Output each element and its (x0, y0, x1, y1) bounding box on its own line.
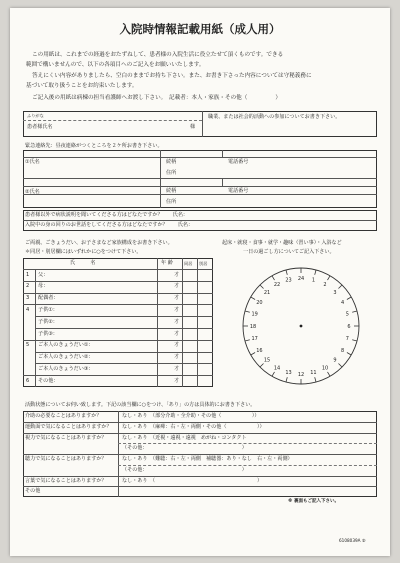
family-row-number: 1 (26, 271, 30, 278)
emergency-address-2: 住所 (166, 199, 177, 205)
clock-tick (286, 377, 287, 382)
emergency-name-2: ②氏名 (25, 189, 40, 195)
emergency-heading: 緊急連絡先：昼夜連絡がつくところを２ケ所お書き下さい。 (25, 143, 163, 149)
clock-hour-number: 14 (273, 365, 281, 372)
clock-hour-number: 7 (345, 336, 349, 343)
clock-hour-number: 17 (251, 336, 258, 343)
emergency-address-1: 住所 (166, 170, 177, 176)
family-row-age-suffix: 才 (174, 306, 180, 313)
family-intro-1: ご両親、ごきょうだい、お子さまなど家族構成をお書き下さい。 (25, 240, 173, 246)
clock-tick (347, 353, 351, 356)
family-row-age-suffix: 才 (174, 342, 180, 349)
family-row-label: ご本人のきょうだい③： (38, 365, 94, 372)
family-row-label: 父： (38, 271, 49, 278)
family-header-name: 氏 名 (70, 260, 96, 266)
activity-answer-options[interactable]: （その他： ） (122, 466, 247, 473)
clock-tick (260, 285, 264, 289)
family-row-age-suffix: 才 (174, 318, 180, 325)
clock-intro-2: 一日の過ごし方についてご記入下さい。 (243, 249, 335, 255)
clock-hour-number: 8 (340, 347, 345, 354)
activity-question: 介助の必要なことはありますか？ (25, 413, 102, 419)
clock-hour-number: 22 (273, 282, 281, 289)
back-side-note: ※ 裏面もご記入下さい。 (288, 499, 339, 504)
clock-hour-number: 4 (340, 299, 345, 306)
patient-honorific: 様 (190, 124, 196, 130)
clock-tick (245, 311, 250, 312)
form-code: 6108039A ⑤ (339, 538, 366, 543)
clock-tick (251, 353, 255, 356)
family-header-separate: 別居 (199, 261, 208, 266)
clock-hour-number: 2 (323, 282, 327, 289)
form-title: 入院時情報記載用紙（成人用） (119, 22, 281, 36)
clock-hour-number: 13 (285, 370, 292, 377)
activity-answer-options[interactable]: （その他： ） (122, 445, 247, 452)
intro-line-3: 答えにくい内容がありましたら、空白のままでお持ち下さい。また、お書き下さった内容については守秘義務に (32, 73, 312, 79)
furigana-label: ふりがな (27, 113, 44, 118)
clock-hour-number: 10 (321, 365, 329, 372)
clock-tick (328, 276, 331, 280)
activity-answer-options[interactable]: なし・あり （麻痺：右・左・両側・その他（ ）） (122, 423, 265, 430)
family-row-number: 2 (26, 283, 30, 290)
family-row-age-suffix: 才 (174, 283, 180, 290)
job-label: 職業、または社会的活動への参加についてお書き下さい。 (208, 114, 341, 120)
form-page (10, 8, 390, 556)
family-row-age-suffix: 才 (174, 365, 180, 372)
clock-hour-number: 9 (333, 357, 337, 364)
family-row-age-suffix: 才 (174, 377, 180, 384)
emergency-relation-2: 続柄 (166, 188, 177, 194)
intro-line-2: 範囲で構いませんので、以下の各項目へのご記入をお願いいたします。 (26, 62, 205, 68)
family-row-label: 子供①： (38, 306, 58, 313)
clock-hour-number: 19 (251, 311, 258, 318)
emergency-phone-1: 電話番号 (228, 159, 249, 165)
clock-tick (272, 372, 275, 376)
family-row-number: 4 (26, 306, 30, 313)
family-row-label: ご本人のきょうだい②： (38, 354, 94, 361)
family-intro-2: ＊同居・別居欄にはいずれかに○をつけて下さい。 (25, 249, 142, 255)
activity-question: 聴力で気になることはありますか？ (25, 456, 107, 462)
clock-tick (251, 297, 255, 300)
clock-tick (272, 276, 275, 280)
family-row-age-suffix: 才 (174, 354, 180, 361)
activity-question: 視力で気になることはありますか？ (25, 434, 107, 441)
clock-hour-number: 16 (256, 347, 263, 354)
emergency-relation-1: 続柄 (166, 159, 177, 165)
family-row-label: 配偶者： (38, 295, 59, 302)
caretaker-question: 入院中の身の回りのお世話をしてくださる方はどなたですか？ 氏名： (25, 222, 194, 228)
family-row-label: ご本人のきょうだい①： (38, 342, 94, 349)
clock-hour-number: 20 (256, 299, 263, 306)
family-row-number: 3 (26, 295, 30, 302)
family-row-label: その他： (38, 377, 59, 384)
clock-hour-number: 6 (347, 323, 351, 330)
family-row-number: 6 (26, 377, 30, 384)
activity-answer-options[interactable]: なし・あり （難聴：右・左・両側 補聴器：あり・なし 右・左・両側） (122, 456, 293, 462)
clock-tick (315, 377, 316, 382)
family-row-age-suffix: 才 (174, 330, 180, 337)
emergency-phone-2: 電話番号 (228, 188, 249, 194)
clock-hour-number: 24 (297, 275, 305, 282)
family-row-label: 母： (38, 283, 49, 290)
activity-answer-options[interactable]: なし・あり （部分介助・全介助・その他（ ）） (122, 413, 260, 419)
family-row-age-suffix: 才 (174, 271, 180, 278)
family-row-label: 子供③： (38, 330, 58, 337)
activity-question: 運動面で気になることはありますか？ (25, 423, 112, 430)
explainer-question: 患者様以外で病状説明を聞いてくださる方はどなたですか？ 氏名： (25, 212, 189, 218)
emergency-name-1: ①氏名 (25, 159, 40, 165)
clock-hour-number: 1 (311, 277, 316, 284)
clock-tick (315, 270, 316, 275)
family-header-cohabit: 同居 (184, 261, 193, 266)
family-row-age-suffix: 才 (174, 295, 180, 302)
clock-hour-number: 21 (263, 289, 271, 296)
clock-hour-number: 12 (297, 371, 305, 378)
activity-intro: 活動状態についてお伺い致します。下記の該当欄に○をつけ、「あり」の方は具体的にお書き下さい。 (25, 402, 256, 408)
clock-center-dot (300, 325, 303, 328)
clock-tick (352, 311, 357, 312)
intro-line-1: この用紙は、これまでの経過をおたずねして、患者様の入院生活に役立たせて頂くものです。できる (32, 52, 284, 58)
clock-tick (338, 363, 342, 367)
activity-question: 言葉で気になることはありますか？ (25, 477, 107, 484)
clock-hour-number: 3 (333, 289, 337, 296)
clock-tick (245, 340, 250, 341)
emergency-table (23, 150, 377, 208)
family-row-number: 5 (26, 342, 30, 349)
family-row-label: 子供②： (38, 318, 58, 325)
clock-tick (328, 372, 331, 376)
patient-name-label: 患者様氏名 (27, 124, 53, 130)
intro-line-4: 基づいて取り扱うことをお約束いたします。 (26, 83, 138, 89)
clock-tick (347, 297, 351, 300)
clock-intro-1: 起床・就寝・食事・就学・趣味（習い事）・入浴など (222, 240, 342, 246)
daily-schedule-clock[interactable] (230, 260, 372, 390)
clock-hour-number: 5 (345, 311, 349, 318)
intro-line-5: ご記入後の用紙は病棟の担当看護師へお渡し下さい。 記載者：本人・家族・その他（ ） (32, 95, 281, 101)
family-header-age: 年 齢 (161, 260, 173, 266)
clock-hour-number: 15 (263, 357, 271, 364)
clock-tick (286, 270, 287, 275)
activity-answer-options[interactable]: なし・あり （近視・遠視・遠視 めがね・コンタクト (122, 434, 247, 441)
clock-hour-number: 23 (285, 277, 292, 284)
activity-question: その他 (25, 488, 41, 495)
activity-answer-options[interactable]: なし・あり （ ） (122, 477, 263, 484)
clock-hour-number: 18 (249, 323, 257, 330)
clock-tick (260, 363, 264, 367)
clock-hour-number: 11 (310, 370, 317, 377)
clock-tick (338, 285, 342, 289)
clock-tick (352, 340, 357, 341)
